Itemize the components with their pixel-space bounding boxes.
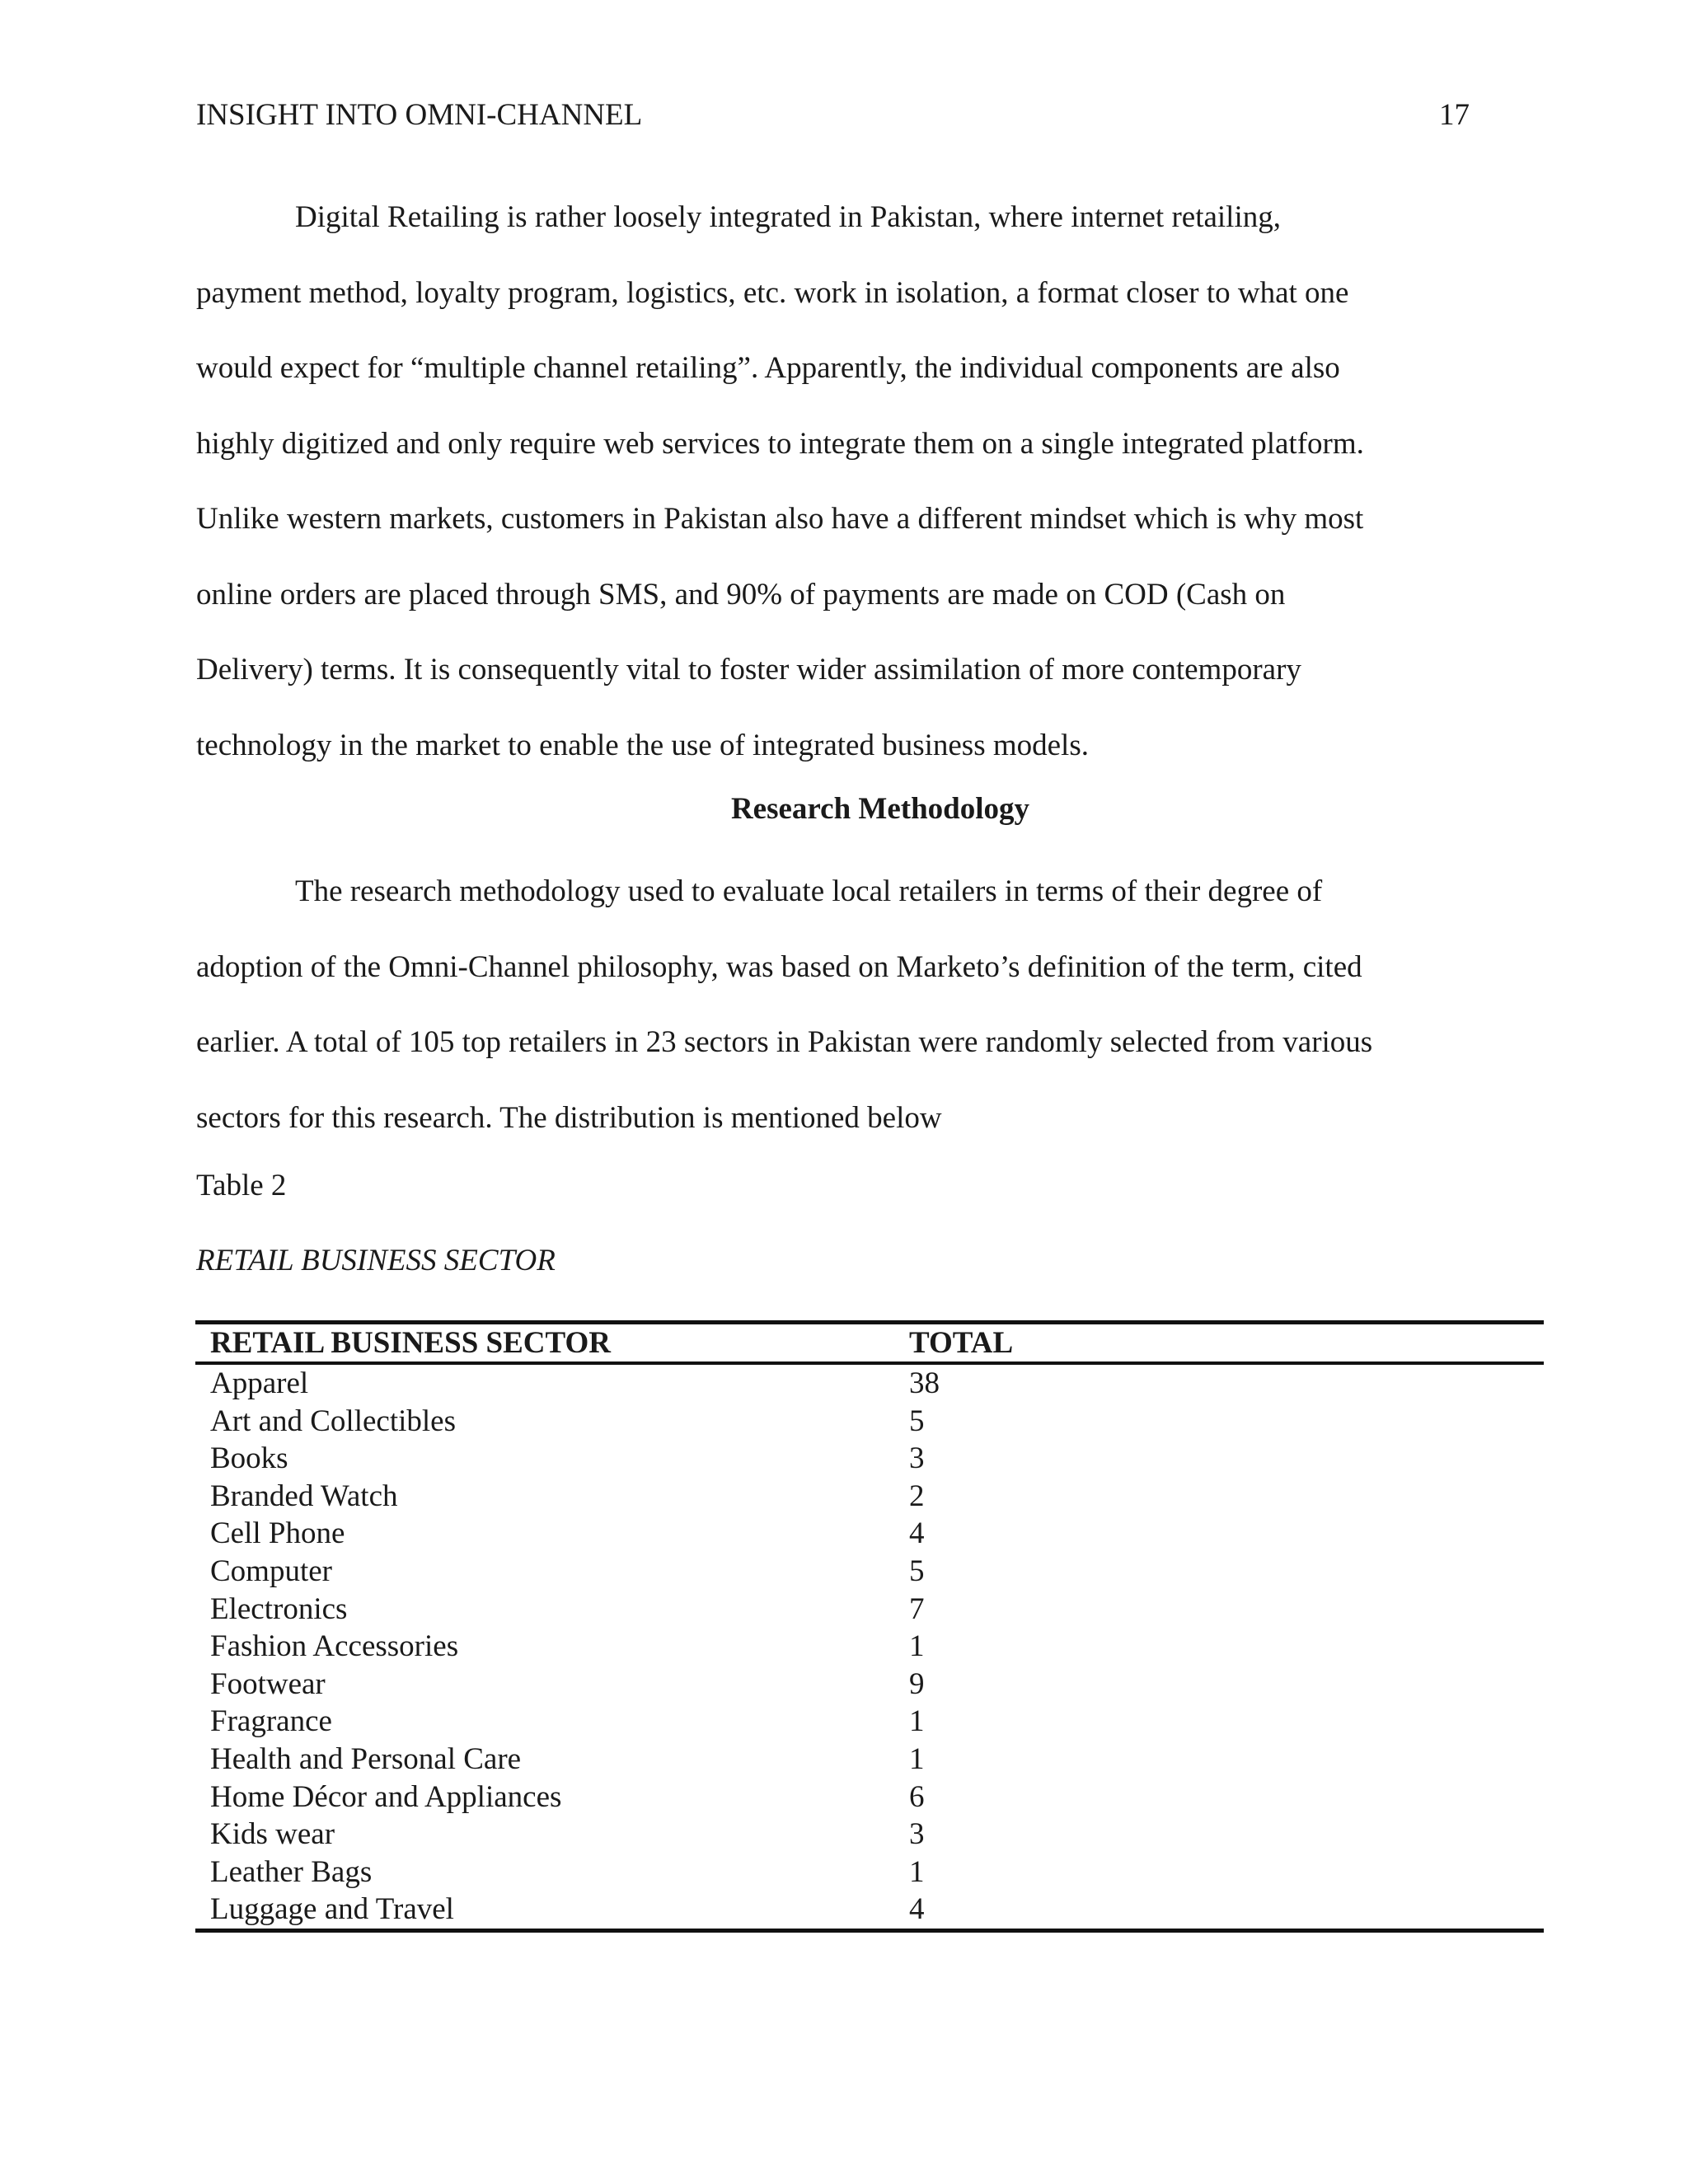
table-label: Table 2 [196,1169,287,1202]
table-row [195,1854,1544,1891]
sector-cell: Fragrance [210,1704,332,1739]
table-row [195,1779,1544,1816]
sector-cell: Computer [210,1554,332,1588]
table-row [195,1478,1544,1516]
column-header-total: TOTAL [909,1326,1014,1360]
table-row [195,1741,1544,1779]
total-cell: 3 [909,1817,925,1852]
paragraph-research-methodology [196,854,1548,1155]
total-cell: 3 [909,1441,925,1476]
retail-sector-table [195,1320,1544,1933]
sector-cell: Fashion Accessories [210,1629,459,1664]
table-row [195,1553,1544,1591]
table-row [195,1591,1544,1629]
table-row [195,1515,1544,1553]
table-row [195,1628,1544,1666]
paragraph-line: adoption of the Omni-Channel philosophy, was based on Marketo’s definition of the term, cited [196,949,1362,984]
table-header-row [195,1323,1544,1364]
table-row [195,1403,1544,1441]
total-cell: 7 [909,1591,925,1626]
sector-cell: Kids wear [210,1817,335,1852]
paragraph-line: Delivery) terms. It is consequently vital to foster wider assimilation of more contemporary [196,653,1301,687]
total-cell: 38 [909,1366,940,1400]
section-heading: Research Methodology [730,792,1030,826]
paragraph-line: earlier. A total of 105 top retailers in 23 sectors in Pakistan were randomly selected from various [196,1025,1373,1059]
column-header-sector: RETAIL BUSINESS SECTOR [210,1326,612,1360]
paragraph-line: online orders are placed through SMS, and 90% of payments are made on COD (Cash on [196,577,1286,612]
table-row [195,1703,1544,1741]
paragraph-line: would expect for “multiple channel retailing”. Apparently, the individual components are also [196,351,1340,385]
sector-cell: Footwear [210,1666,326,1701]
table-title: RETAIL BUSINESS SECTOR [196,1244,556,1277]
paragraph-line: highly digitized and only require web services to integrate them on a single integrated platform. [196,426,1364,461]
total-cell: 9 [909,1666,925,1701]
sector-cell: Luggage and Travel [210,1892,454,1927]
sector-cell: Apparel [210,1366,309,1400]
table-row [195,1816,1544,1854]
paragraph-line: payment method, loyalty program, logistics, etc. work in isolation, a format closer to what one [196,275,1349,310]
table-row [195,1666,1544,1704]
total-cell: 5 [909,1404,925,1438]
total-cell: 6 [909,1779,925,1814]
total-cell: 1 [909,1854,925,1889]
sector-cell: Home Décor and Appliances [210,1779,562,1814]
sector-cell: Art and Collectibles [210,1404,456,1438]
total-cell: 1 [909,1704,925,1739]
total-cell: 4 [909,1516,925,1551]
paragraph-line: Digital Retailing is rather loosely integrated in Pakistan, where internet retailing, [295,200,1281,234]
running-head: INSIGHT INTO OMNI-CHANNEL [196,98,643,132]
sector-cell: Electronics [210,1591,348,1626]
total-cell: 4 [909,1892,925,1927]
sector-cell: Branded Watch [210,1479,398,1513]
page-number: 17 [1439,98,1470,132]
table-row [195,1891,1544,1930]
total-cell: 5 [909,1554,925,1588]
sector-cell: Cell Phone [210,1516,345,1551]
total-cell: 1 [909,1741,925,1776]
sector-cell: Health and Personal Care [210,1741,522,1776]
total-cell: 1 [909,1629,925,1664]
paragraph-line: The research methodology used to evaluate local retailers in terms of their degree of [295,874,1323,908]
sector-cell: Leather Bags [210,1854,373,1889]
table-row [195,1363,1544,1403]
table-row [195,1440,1544,1478]
paragraph-line: Unlike western markets, customers in Pakistan also have a different mindset which is why most [196,502,1364,536]
paragraph-line: technology in the market to enable the use of integrated business models. [196,728,1089,762]
total-cell: 2 [909,1479,925,1513]
sector-cell: Books [210,1441,288,1476]
paragraph-line: sectors for this research. The distribution is mentioned below [196,1100,942,1135]
paragraph-digital-retailing [196,180,1548,783]
